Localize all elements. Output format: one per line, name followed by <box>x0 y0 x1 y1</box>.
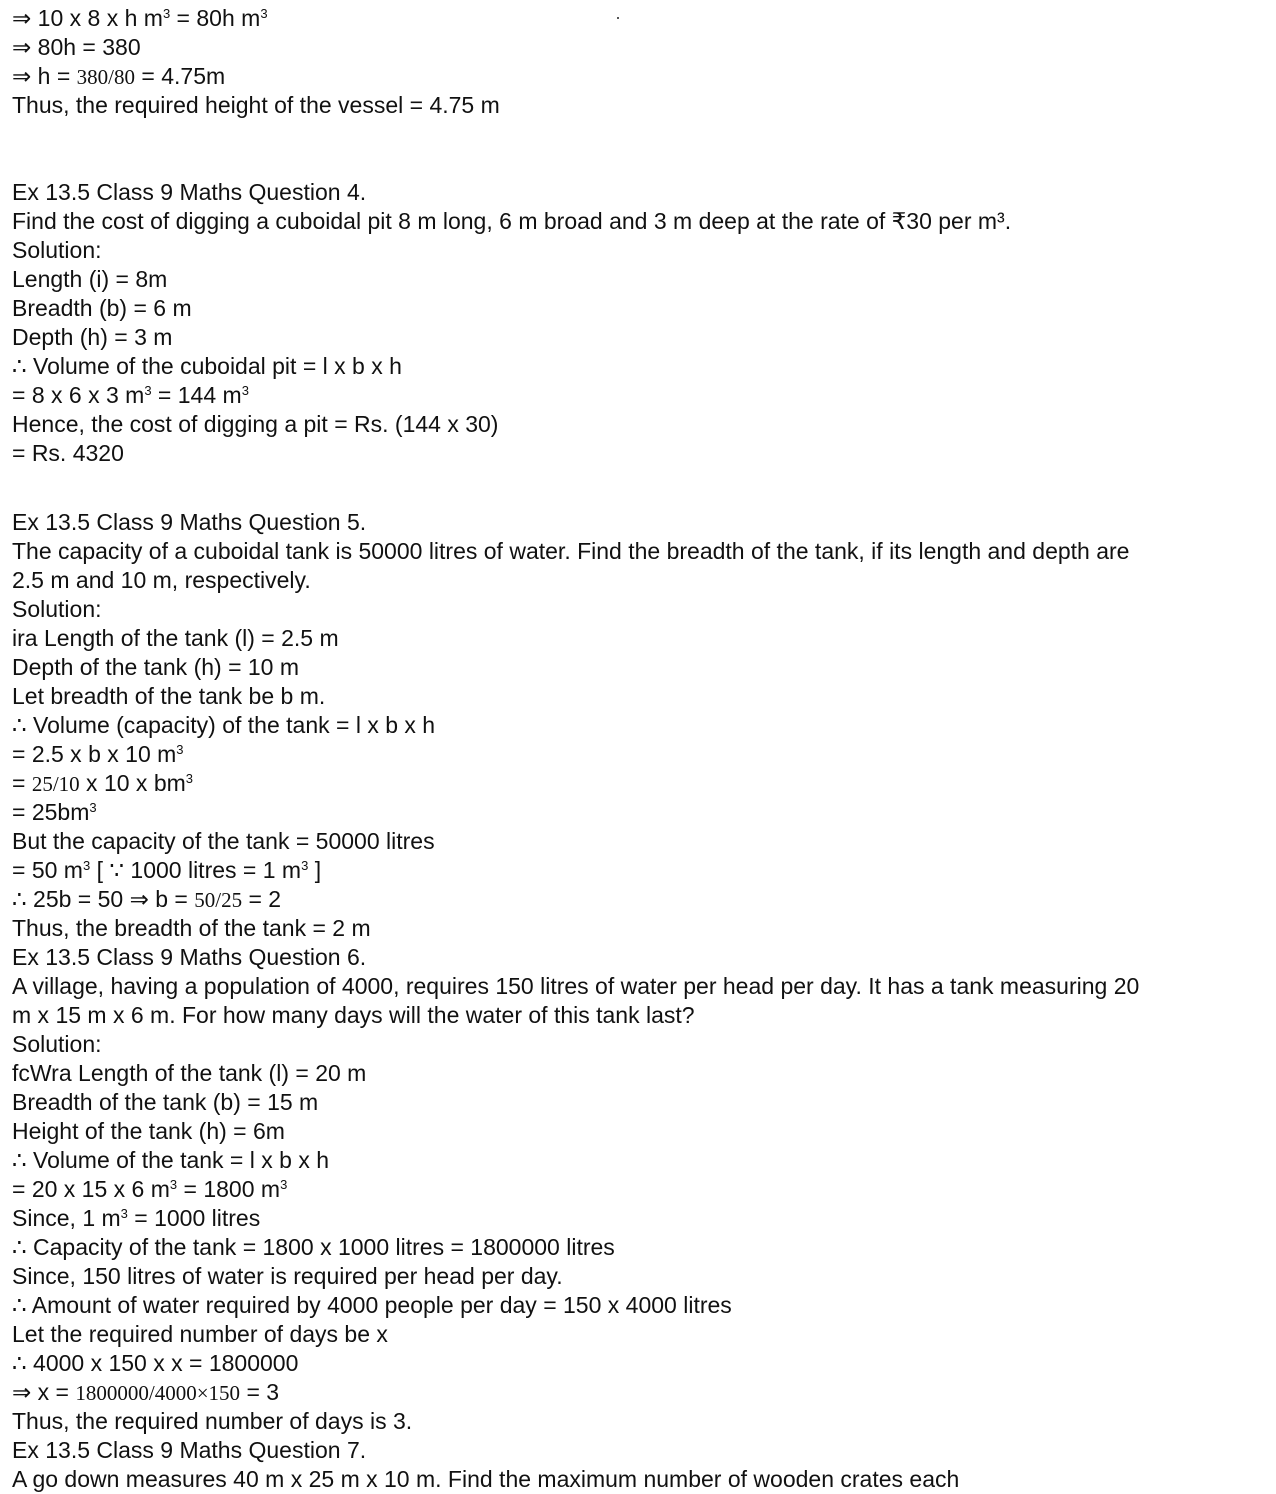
solution-line: Hence, the cost of digging a pit = Rs. (144 x 30) <box>12 411 499 437</box>
q3-solution-tail <box>12 4 1152 120</box>
question-7 <box>12 1436 1152 1494</box>
question-5 <box>12 508 1152 943</box>
result-line: Thus, the required height of the vessel = 4.75 m <box>12 92 500 118</box>
solution-line: = 20 x 15 x 6 $m^3 = 1800$ $m^3$ <box>12 1176 288 1202</box>
solution-line: = 2.5 x b x 10 $m^3$ <box>12 741 184 767</box>
question-title: Ex 13.5 Class 9 Maths Question 6. <box>12 944 367 970</box>
question-6 <box>12 943 1152 1436</box>
solution-label: Solution: <box>12 596 102 622</box>
solution-line: = 25/10 x 10 x $bm^3$ <box>12 770 194 796</box>
solution-label: Solution: <box>12 237 102 263</box>
fraction: 25/10 <box>31 772 80 796</box>
fraction: 1800000/4000×150 <box>75 1381 241 1405</box>
solution-line: Depth (h) = 3 m <box>12 324 173 350</box>
question-text: Find the cost of digging a cuboidal pit 8 m long, 6 m broad and 3 m deep at the rate of ₹30 per m³. <box>12 208 1012 234</box>
solution-line: ira Length of the tank (l) = 2.5 m <box>12 625 339 651</box>
solution-line: Thus, the breadth of the tank = 2 m <box>12 915 371 941</box>
solution-line: Thus, the required number of days is 3. <box>12 1408 413 1434</box>
solution-line: But the capacity of the tank = 50000 litres <box>12 828 435 854</box>
solution-line: ∴ 4000 x 150 x x = 1800000 <box>12 1350 299 1376</box>
solution-line: ∴ 25b = 50 ⇒ b = 50/25 = 2 <box>12 886 282 912</box>
equation-line: ⇒ 10 x 8 x h $m^3 = 80h$ $m^3$ <box>12 5 268 31</box>
document-body <box>12 4 1152 1494</box>
solution-line: Let the required number of days be x <box>12 1321 388 1347</box>
solution-line: = $25bm^3$ <box>12 799 97 825</box>
question-text: A go down measures 40 m x 25 m x 10 m. Find the maximum number of wooden crates each <box>12 1466 960 1492</box>
solution-line: Since, 1 $m^3 = 1000$ litres <box>12 1205 261 1231</box>
fraction: 50/25 <box>194 888 243 912</box>
solution-line: fcWra Length of the tank (l) = 20 m <box>12 1060 367 1086</box>
solution-line: Length (i) = 8m <box>12 266 168 292</box>
solution-line: ∴ Volume of the tank = l x b x h <box>12 1147 330 1173</box>
question-title: Ex 13.5 Class 9 Maths Question 7. <box>12 1437 367 1463</box>
question-text: A village, having a population of 4000, requires 150 litres of water per head per day. It has a tank measuring 20 m x 15 m x 6 m. For how many days will the water of this tank last? <box>12 973 1140 1028</box>
solution-line: Since, 150 litres of water is required per head per day. <box>12 1263 563 1289</box>
solution-line: ∴ Volume of the cuboidal pit = l x b x h <box>12 353 402 379</box>
question-text: The capacity of a cuboidal tank is 50000 litres of water. Find the breadth of the tank, if its length and depth are 2.5 m and 10 m, respectively. <box>12 538 1130 593</box>
solution-line: Breadth of the tank (b) = 15 m <box>12 1089 319 1115</box>
equation-line: ⇒ 80h = 380 <box>12 34 141 60</box>
question-title: Ex 13.5 Class 9 Maths Question 4. <box>12 179 367 205</box>
solution-line: Height of the tank (h) = 6m <box>12 1118 285 1144</box>
solution-line: Depth of the tank (h) = 10 m <box>12 654 300 680</box>
solution-line: ∴ Amount of water required by 4000 people per day = 150 x 4000 litres <box>12 1292 732 1318</box>
solution-line: = Rs. 4320 <box>12 440 124 466</box>
spacer <box>12 468 1152 508</box>
solution-label: Solution: <box>12 1031 102 1057</box>
solution-line: Breadth (b) = 6 m <box>12 295 192 321</box>
equation-line: ⇒ h = 380/80 = 4.75m <box>12 63 226 89</box>
solution-line: ∴ Capacity of the tank = 1800 x 1000 litres = 1800000 litres <box>12 1234 615 1260</box>
fraction: 380/80 <box>76 65 136 89</box>
solution-line: ⇒ x = 1800000/4000×150 = 3 <box>12 1379 280 1405</box>
solution-line: = 50 $m^3$ [ ∵ 1000 litres = 1 $m^3$ ] <box>12 857 322 883</box>
question-4 <box>12 178 1152 468</box>
question-title: Ex 13.5 Class 9 Maths Question 5. <box>12 509 367 535</box>
solution-line: ∴ Volume (capacity) of the tank = l x b x h <box>12 712 436 738</box>
spacer <box>12 120 1152 178</box>
solution-line: = 8 x 6 x 3 $m^3 = 144$ $m^3$ <box>12 382 249 408</box>
solution-line: Let breadth of the tank be b m. <box>12 683 326 709</box>
